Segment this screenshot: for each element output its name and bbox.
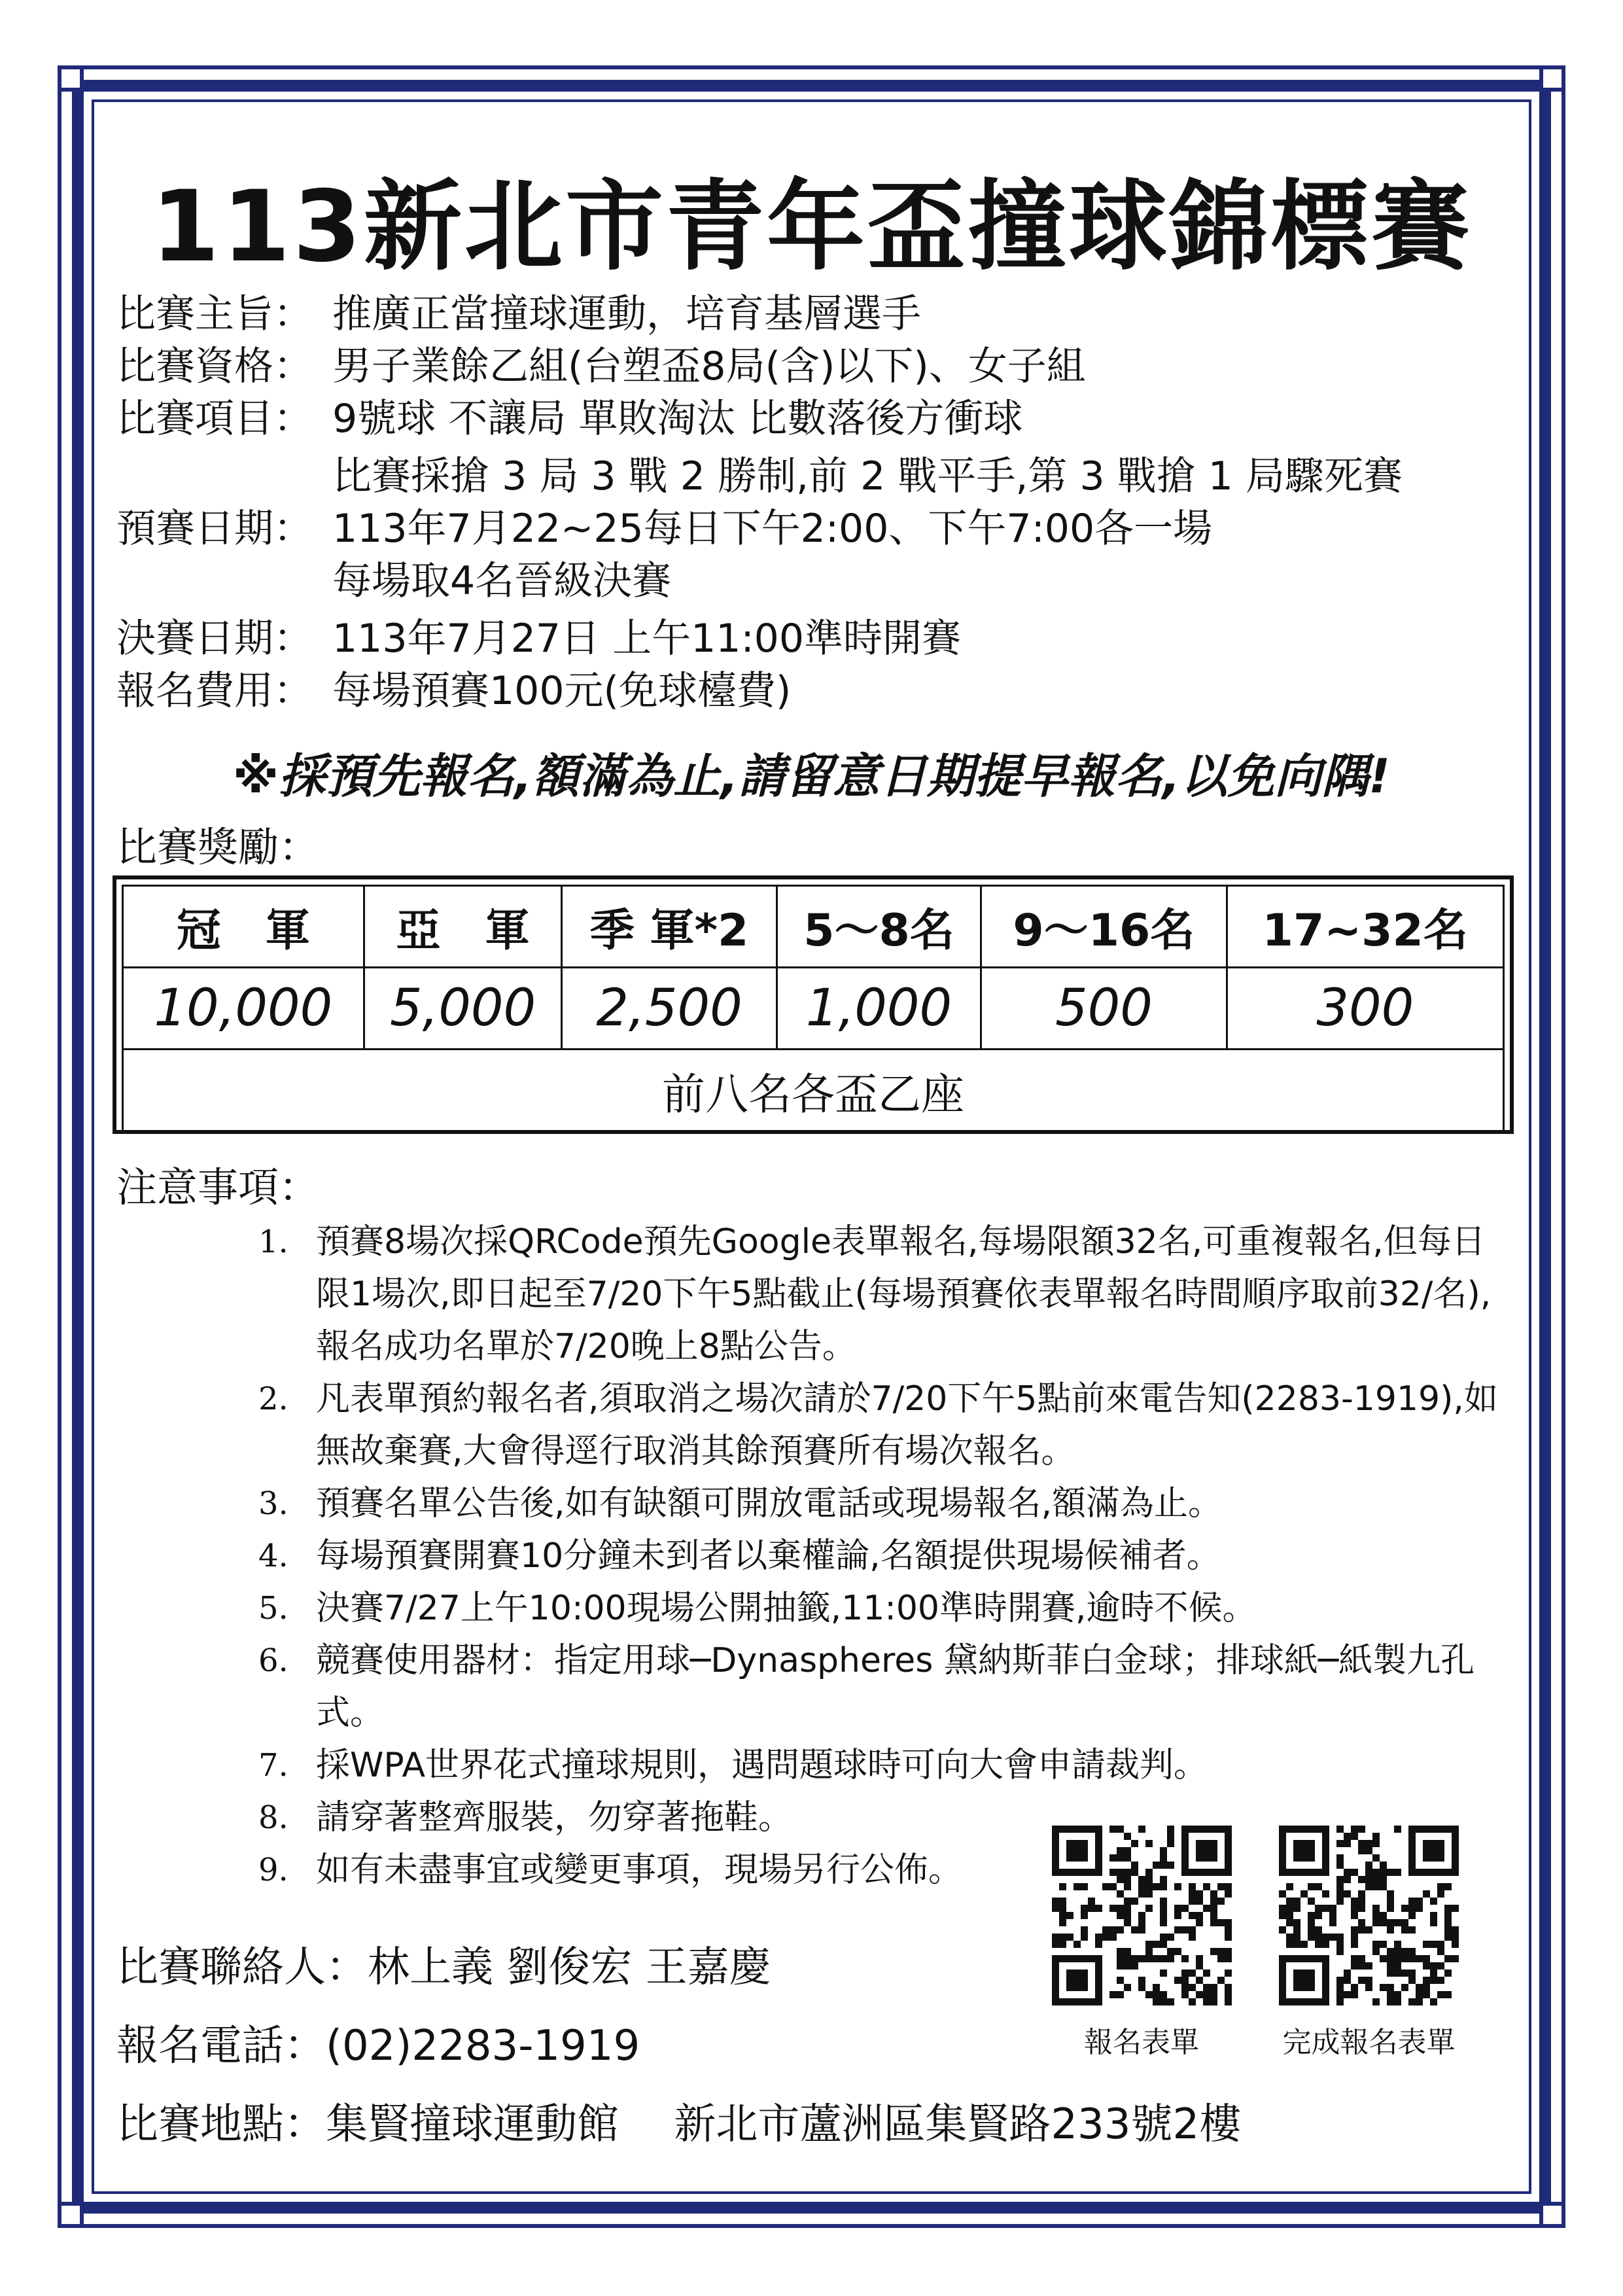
info-prelim-date-continued: [116, 555, 671, 607]
prize-heading: 比賽獎勵：: [116, 823, 320, 871]
info-label: 決賽日期：: [116, 616, 313, 662]
list-item: [258, 1739, 1514, 1792]
prize-header-cell: 季 軍*2: [562, 886, 777, 968]
info-fee: [116, 665, 791, 717]
info-value: 每場取4名晉級決賽: [332, 558, 672, 604]
prize-amount-cell: 2,500: [562, 968, 777, 1050]
list-item: [258, 1844, 1127, 1896]
info-value: 推廣正當撞球運動，培育基層選手: [332, 291, 921, 337]
info-prelim-date: [116, 503, 1212, 555]
info-label: 比賽項目：: [116, 396, 313, 442]
qr-caption-completed: 完成報名表單: [1282, 2026, 1456, 2059]
list-item: [258, 1582, 1514, 1634]
info-value: 比賽採搶 3 局 3 戰 2 勝制,前 2 戰平手,第 3 戰搶 1 局驟死賽: [332, 453, 1403, 499]
prize-header-cell: 9～16名: [981, 886, 1227, 968]
prize-amount-cell: 1,000: [777, 968, 981, 1050]
registration-phone: 報名電話：(02)2283-1919: [116, 2022, 640, 2070]
note-text: 如有未盡事宜或變更事項，現場另行公佈。: [316, 1850, 963, 1890]
note-number: 5.: [258, 1590, 288, 1627]
info-label: 比賽資格：: [116, 344, 313, 389]
note-text: 採WPA世界花式撞球規則，遇問題球時可向大會申請裁判。: [316, 1746, 1208, 1785]
note-text: 凡表單預約報名者,須取消之場次請於7/20下午5點前來電告知(2283-1919),如無故棄賽,大會得逕行取消其餘預賽所有場次報名。: [316, 1379, 1498, 1471]
registration-notice: ※採預先報名,額滿為止,請留意日期提早報名,以免向隅!: [233, 749, 1390, 804]
venue-address: 比賽地點：集賢撞球運動館 新北市蘆洲區集賢路233號2樓: [116, 2100, 1242, 2149]
list-item: [258, 1373, 1514, 1477]
note-number: 4.: [258, 1538, 288, 1574]
note-number: 2.: [258, 1381, 288, 1417]
page-title: 113新北市青年盃撞球錦標賽: [150, 170, 1473, 284]
info-event: [116, 393, 1022, 445]
note-number: 9.: [258, 1852, 288, 1888]
note-text: 決賽7/27上午10:00現場公開抽籤,11:00準時開賽,逾時不候。: [316, 1589, 1257, 1628]
note-number: 7.: [258, 1747, 288, 1784]
info-event-continued: [116, 450, 1403, 503]
prize-amount-cell: 10,000: [123, 968, 364, 1050]
contact-persons: 比賽聯絡人：林上義 劉俊宏 王嘉慶: [116, 1943, 771, 1992]
note-number: 3.: [258, 1485, 288, 1522]
notes-list: [258, 1216, 1514, 1896]
prize-header-cell: 冠 軍: [123, 886, 364, 968]
info-label: 報名費用：: [116, 668, 313, 714]
info-value: 每場預賽100元(免球檯費): [332, 668, 792, 714]
prize-header-cell: 5～8名: [777, 886, 981, 968]
prize-amount-row: [123, 968, 1504, 1050]
corner-ornament-top-left: [58, 65, 84, 92]
prize-amount-cell: 300: [1227, 968, 1503, 1050]
info-eligibility: [116, 340, 1086, 393]
prize-amount-cell: 5,000: [364, 968, 562, 1050]
note-text: 預賽名單公告後,如有缺額可開放電話或現場報名,額滿為止。: [316, 1484, 1223, 1523]
note-number: 1.: [258, 1224, 288, 1260]
registration-form-qr-code[interactable]: [1052, 1826, 1232, 2005]
info-final-date: [116, 612, 961, 665]
info-value: 男子業餘乙組(台塑盃8局(含)以下)、女子組: [332, 344, 1086, 389]
notes-heading: 注意事項：: [116, 1163, 320, 1211]
prize-trophy-row: [123, 1050, 1504, 1131]
list-item: [258, 1477, 1514, 1530]
note-number: 8.: [258, 1799, 288, 1836]
list-item: [258, 1216, 1514, 1373]
list-item: [258, 1530, 1514, 1582]
note-text: 競賽使用器材：指定用球─Dynaspheres 黛納斯菲白金球；排球紙─紙製九孔式。: [316, 1641, 1475, 1733]
prize-trophy-cell: 前八名各盃乙座: [123, 1050, 1504, 1131]
prize-header-cell: 17~32名: [1227, 886, 1503, 968]
corner-ornament-bottom-left: [58, 2202, 84, 2228]
info-value: 113年7月27日 上午11:00準時開賽: [332, 616, 962, 662]
corner-ornament-top-right: [1539, 65, 1565, 92]
list-item: [258, 1634, 1514, 1739]
prize-header-cell: 亞 軍: [364, 886, 562, 968]
info-purpose: [116, 288, 921, 340]
note-text: 預賽8場次採QRCode預先Google表單報名,每場限額32名,可重複報名,但每日限1場次,即日起至7/20下午5點截止(每場預賽依表單報名時間順序取前32/名),報名成功名單於7/20晚上8點公告。: [316, 1222, 1492, 1366]
info-label: 比賽主旨：: [116, 291, 313, 337]
prize-header-row: [123, 886, 1504, 968]
prize-table-frame: [113, 875, 1514, 1134]
prize-amount-cell: 500: [981, 968, 1227, 1050]
info-label: 預賽日期：: [116, 506, 313, 552]
completed-registration-qr-code[interactable]: [1279, 1826, 1459, 2005]
info-value: 113年7月22~25每日下午2:00、下午7:00各一場: [332, 506, 1213, 552]
note-number: 6.: [258, 1642, 288, 1679]
qr-caption-registration: 報名表單: [1084, 2026, 1199, 2059]
info-value: 9號球 不讓局 單敗淘汰 比數落後方衝球: [332, 396, 1023, 442]
note-text: 請穿著整齊服裝，勿穿著拖鞋。: [316, 1798, 793, 1837]
prize-table: [122, 885, 1505, 1132]
list-item: [258, 1792, 1088, 1844]
corner-ornament-bottom-right: [1539, 2202, 1565, 2228]
note-text: 每場預賽開賽10分鐘未到者以棄權論,名額提供現場候補者。: [316, 1536, 1221, 1576]
